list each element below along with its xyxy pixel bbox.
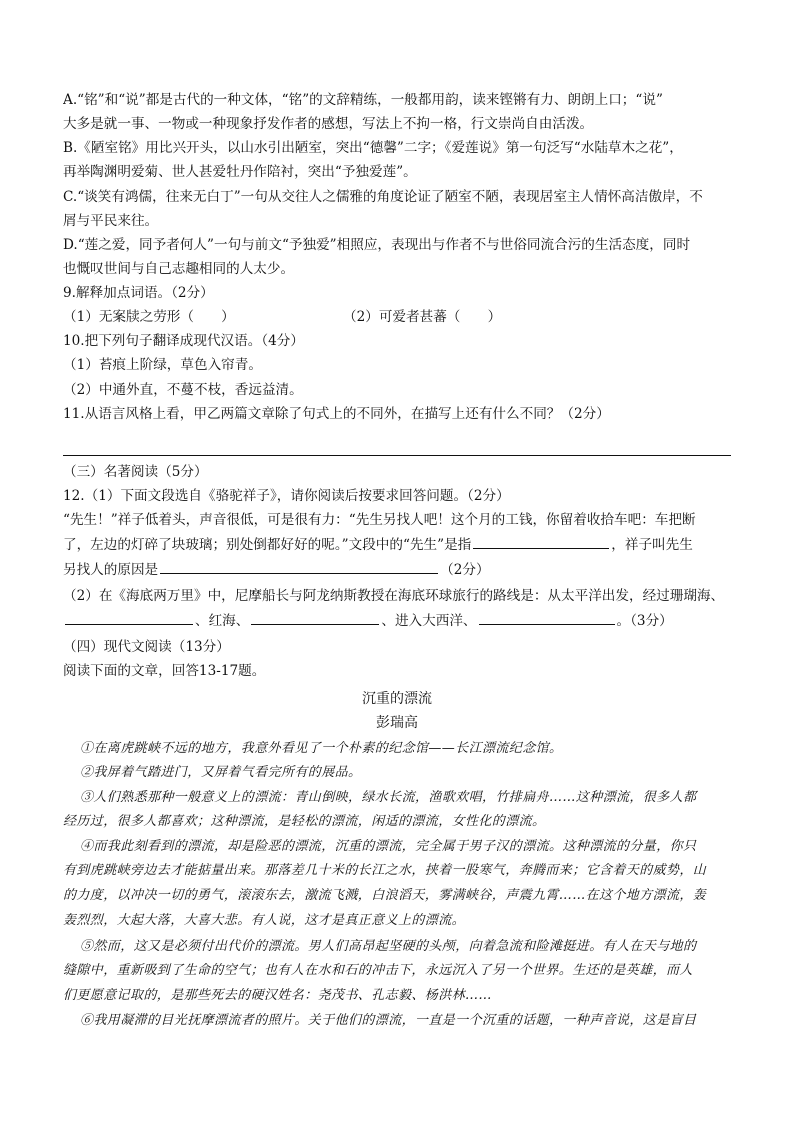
article-paragraph-4-line-1: ④而我此刻看到的漂流，却是险恶的漂流，沉重的漂流，完全属于男子汉的漂流。这种漂流的分量，你只: [80, 839, 697, 854]
option-d-line-1: D.“莲之爱，同予者何人”一句与前文“予独爱”相照应，表现出与作者不与世俗同流合污的生活态度，同时: [63, 237, 691, 253]
option-c-line-1: C.“谈笑有鸿儒，往来无白丁”一句从交往人之儒雅的角度论证了陋室不陋，表现居室主人情怀高洁傲岸，不: [63, 189, 703, 205]
reading-instruction: 阅读下面的文章，回答13-17题。: [63, 663, 266, 679]
question-11-stem: 11.从语言风格上看，甲乙两篇文章除了句式上的不同外，在描写上还有什么不同？（2分）: [63, 406, 610, 422]
question-12-text: 了，左边的灯碎了块玻璃；别处倒都好好的呢。”文段中的“先生”是指: [63, 537, 472, 553]
answer-blank-reason[interactable]: [160, 559, 438, 574]
article-paragraph-4-line-4: 轰烈烈，大起大落，大喜大悲。有人说，这才是真正意义上的漂流。: [63, 913, 466, 928]
question-12-passage-line-2: [63, 534, 731, 555]
question-10-stem: 10.把下列句子翻译成现代汉语。（4分）: [63, 333, 304, 349]
article-paragraph-5-line-2: 缝隙中，重新吸到了生命的空气；也有人在水和石的冲击下，永远沉入了另一个世界。生还的是英雄，而人: [63, 963, 693, 978]
question-9-item-2: （2）可爱者甚蕃（ ）: [343, 309, 502, 325]
answer-blank-sir[interactable]: [473, 534, 609, 549]
article-paragraph-4-line-3: 的力度，以冲决一切的勇气，滚滚东去，激流飞溅，白浪滔天，雾满峡谷，声震九霄……在这个地方漂流，轰: [63, 888, 707, 903]
article-paragraph-6-line-1: ⑥我用凝滞的目光抚摩漂流者的照片。关于他们的漂流，一直是一个沉重的话题，一种声音说，这是盲目: [80, 1013, 697, 1028]
section-3-heading: （三）名著阅读（5分）: [63, 464, 208, 480]
question-9-stem: 9.解释加点词语。（2分）: [63, 285, 214, 301]
question-12-points: （2分）: [440, 562, 490, 578]
article-title: 沉重的漂流: [362, 691, 432, 707]
question-12-part-2-line-1: （2）在《海底两万里》中，尼摩船长与阿龙纳斯教授在海底环球旅行的路线是：从太平洋出发，经过珊瑚海、: [63, 588, 725, 604]
question-9-item-1: （1）无案牍之劳形（ ）: [63, 309, 235, 325]
question-12-passage-line-1: “先生！”祥子低着头，声音很低，可是很有力：“先生另找人吧！这个月的工钱，你留着收拾车吧：车把断: [63, 512, 696, 528]
option-c-line-2: 屑与平民来往。: [63, 213, 159, 229]
article-paragraph-5-line-3: 们更愿意记取的，是那些死去的硬汉姓名：尧茂书、孔志毅、杨洪林……: [63, 988, 492, 1003]
route-text: 。（3分）: [616, 613, 673, 629]
question-12-stem: 12.（1）下面文段选自《骆驼祥子》，请你阅读后按要求回答问题。（2分）: [63, 488, 510, 504]
answer-blank-route-3[interactable]: [479, 610, 615, 625]
answer-blank-route-1[interactable]: [65, 610, 193, 625]
option-a-line-1: A.“铭”和“说”都是古代的一种文体，“铭”的文辞精练，一般都用韵，读来铿锵有力、朗朗上口；“说”: [63, 92, 663, 108]
route-text: 、进入大西洋、: [381, 613, 477, 629]
question-10-item-1: （1）苔痕上阶绿，草色入帘青。: [63, 357, 262, 373]
question-12-text: ，祥子叫先生: [611, 537, 693, 553]
question-12-text: 另找人的原因是: [63, 562, 159, 578]
route-text: 、红海、: [195, 613, 250, 629]
question-10-item-2: （2）中通外直，不蔓不枝，香远益清。: [63, 382, 303, 398]
article-paragraph-1: ①在离虎跳峡不远的地方，我意外看见了一个朴素的纪念馆——长江漂流纪念馆。: [80, 741, 563, 756]
article-paragraph-2: ②我屏着气踏进门，又屏着气看完所有的展品。: [80, 765, 362, 780]
option-a-line-2: 大多是就一事、一物或一种现象抒发作者的感想，写法上不拘一格，行文崇尚自由活泼。: [63, 116, 594, 132]
question-12-passage-line-3: [63, 559, 731, 580]
article-paragraph-3-line-2: 经历过，很多人都喜欢；这种漂流，是轻松的漂流，闲适的漂流，女性化的漂流。: [63, 814, 546, 829]
article-paragraph-3-line-1: ③人们熟悉那种一般意义上的漂流：青山倒映，绿水长流，渔歌欢唱，竹排扁舟……这种漂流，很多人都: [80, 790, 697, 805]
answer-blank-route-2[interactable]: [251, 610, 379, 625]
option-b-line-2: 再举陶渊明爱菊、世人甚爱牡丹作陪衬，突出“予独爱莲”。: [63, 164, 417, 180]
question-12-part-2-line-2: [63, 610, 731, 631]
option-d-line-2: 也慨叹世间与自己志趣相同的人太少。: [63, 261, 295, 277]
option-b-line-1: B.《陋室铭》用比兴开头，以山水引出陋室，突出“德馨”二字；《爱莲说》第一句泛写“水陆草木之花”，: [63, 140, 683, 156]
answer-line: [63, 455, 731, 456]
article-author: 彭瑞高: [376, 715, 418, 731]
section-4-heading: （四）现代文阅读（13分）: [63, 639, 230, 655]
article-paragraph-5-line-1: ⑤然而，这又是必须付出代价的漂流。男人们高昂起坚硬的头颅，向着急流和险滩挺进。有人在天与地的: [80, 939, 697, 954]
article-paragraph-4-line-2: 有到虎跳峡旁边去才能掂量出来。那落差几十米的长江之水，挟着一股寒气，奔腾而来；它含着天的威势，山: [63, 863, 707, 878]
